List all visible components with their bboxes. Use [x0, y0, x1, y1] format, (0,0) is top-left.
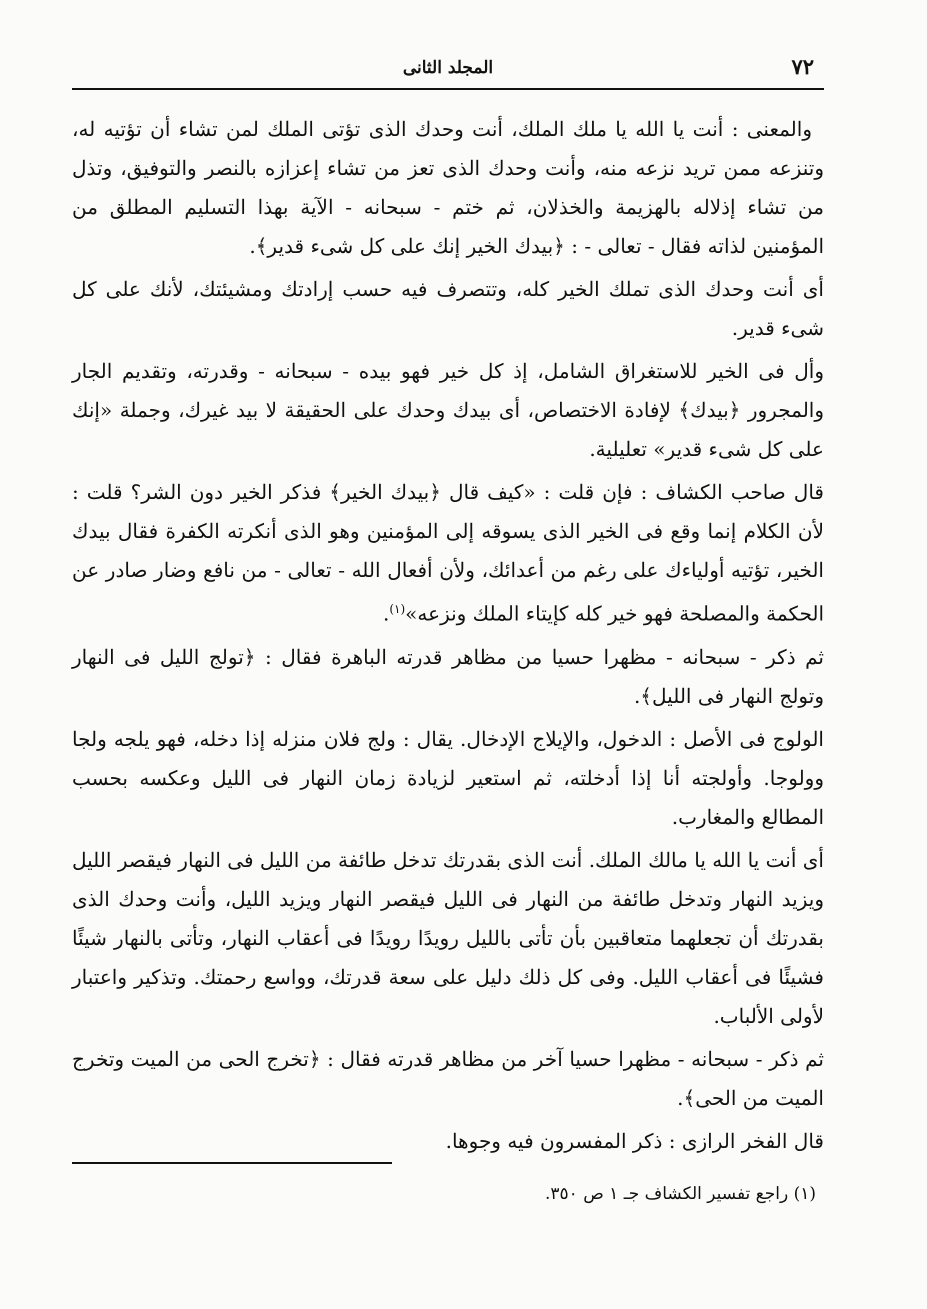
book-page: [72, 52, 824, 1204]
running-title: المجلد الثانى: [402, 58, 494, 78]
page-number: ٧٢: [791, 54, 814, 79]
paragraph: وأل فى الخير للاستغراق الشامل، إذ كل خير فهو بيده - سبحانه - وقدرته، وتقديم الجار والمجرور ﴿بيدك﴾ لإفادة الاختصاص، أى بيدك وحدك على الحقيقة لا بيد غيرك، وجملة «إنك على كل شىء قدير» تعليلية.: [72, 359, 824, 461]
footnote: (١) راجع تفسير الكشاف جـ ١ ص ٣٥٠.: [544, 1184, 816, 1204]
page-header: [72, 52, 824, 90]
paragraph: الولوج فى الأصل : الدخول، والإيلاج الإدخال. يقال : ولج فلان منزله إذا دخله، فهو يلجه ولجا وولوجا. وأولجته أنا إذا أدخلته، ثم استعير لزيادة زمان النهار فى الليل وعكسه بحسب المطالع والمغارب.: [72, 726, 824, 829]
footnote-reference: (١): [389, 602, 406, 616]
paragraph: والمعنى : أنت يا الله يا ملك الملك، أنت وحدك الذى تؤتى الملك لمن تشاء أن تؤتيه له، وتنزعه ممن تريد نزعه منه، وأنت وحدك الذى تعز من تشاء إعزازه بالنصر والتوفيق، وتذل من تشاء إذلاله بالهزيمة والخذلان، ثم ختم - سبحانه - الآية بهذا التسليم المطلق من المؤمنين لذاته فقال - تعالى - : ﴿بيدك الخير إنك على كل شىء قدير﴾.: [72, 117, 824, 258]
paragraph: أى أنت يا الله يا مالك الملك. أنت الذى بقدرتك تدخل طائفة من الليل فى النهار فيقصر الليل ويزيد النهار وتدخل طائفة من النهار فى الليل فيقصر النهار ويزيد الليل، وأنت وحدك الذى بقدرتك أن تجعلهما متعاقبين بأن تأتى بالليل رويدًا رويدًا فى أعقاب النهار، وتأتى بالنهار شيئًا فشيئًا فى أعقاب الليل. وفى كل ذلك دليل على سعة قدرتك، وواسع رحمتك. وتذكير واعتبار لأولى الألباب.: [72, 847, 824, 1028]
footnote-divider: [72, 1162, 392, 1164]
paragraph: أى أنت وحدك الذى تملك الخير كله، وتتصرف فيه حسب إرادتك ومشيئتك، لأنك على كل شىء قدير.: [72, 277, 824, 340]
footnote-reference-suffix: .: [382, 601, 390, 626]
paragraph: قال الفخر الرازى : ذكر المفسرون فيه وجوها.: [445, 1128, 824, 1153]
paragraph: [72, 473, 824, 634]
paragraph: ثم ذكر - سبحانه - مظهرا حسيا آخر من مظاهر قدرته فقال : ﴿تخرج الحى من الميت وتخرج الميت من الحى﴾.: [72, 1046, 824, 1110]
main-text: [72, 110, 824, 1161]
paragraph-text: قال صاحب الكشاف : فإن قلت : «كيف قال ﴿بيدك الخير﴾ فذكر الخير دون الشر؟ قلت : لأن الكلام إنما وقع فى الخير الذى يسوقه إلى المؤمنين وهو الذى أنكرته الكفرة فقال بيدك الخير، تؤتيه أولياءك على رغم من أعدائك، ولأن أفعال الله - تعالى - من نافع وضار صادر عن الحكمة والمصلحة فهو خير كله كإيتاء الملك ونزعه»: [72, 480, 824, 626]
paragraph: ثم ذكر - سبحانه - مظهرا حسيا من مظاهر قدرته الباهرة فقال : ﴿تولج الليل فى النهار وتولج النهار فى الليل﴾.: [72, 644, 824, 708]
